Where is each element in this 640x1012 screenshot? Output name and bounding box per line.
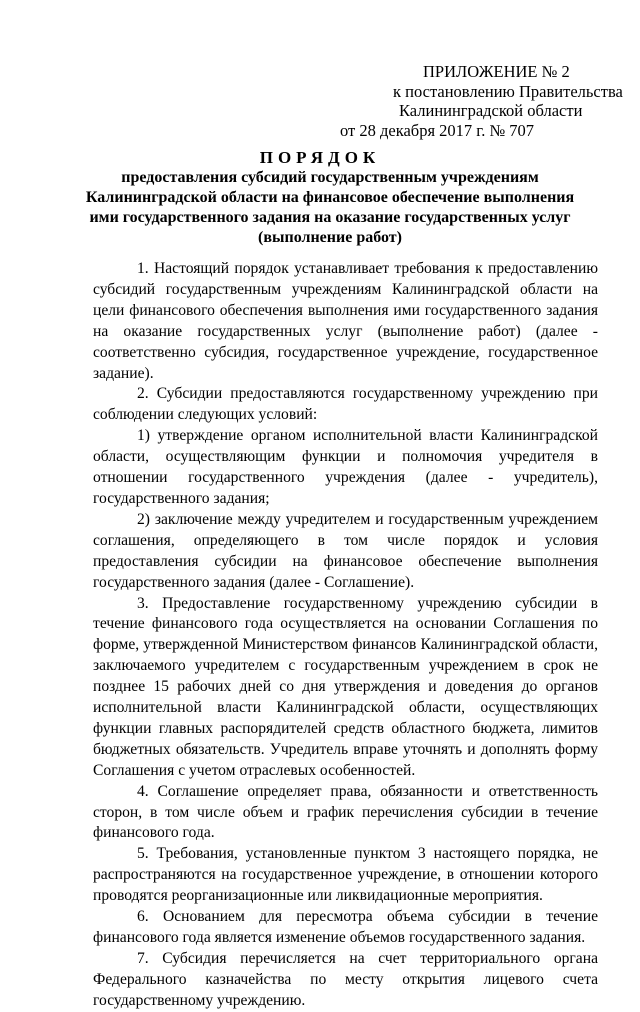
document-body (93, 259, 598, 1012)
paragraph-5: 5. Требования, установленные пунктом 3 настоящего порядка, не распространяются на государственное учреждение, в отношении которого проводятся реорганизационные или ликвидационные мероприятия. (93, 845, 598, 905)
appendix-region: Калининградской области (399, 101, 583, 120)
paragraph-2: 2. Субсидии предоставляются государственному учреждению при соблюдении следующих условий: (93, 385, 598, 424)
appendix-date: от 28 декабря 2017 г. № 707 (340, 120, 535, 140)
paragraph-3: 3. Предоставление государственному учреждению субсидии в течение финансового года осуществляется на основании Соглашения по форме, утвержденной Министерством финансов Калининградской области, заключаемого учредителем с государственным учреждением в срок не позднее 15 рабочих дней со дня утверждения и доведения до органов исполнительной власти Калининградской области, осуществляющих функции главных распорядителей средств областного бюджета, лимитов бюджетных обязательств. Учредитель вправе уточнять и дополнять форму Соглашения с учетом отраслевых особенностей. (93, 594, 598, 779)
paragraph-2-2: 2) заключение между учредителем и государственным учреждением соглашения, определяющего в том числе порядок и условия предоставления субсидии на финансовое обеспечение выполнения государственного задания (далее - Соглашение). (93, 510, 598, 591)
appendix-number: ПРИЛОЖЕНИЕ № 2 (423, 62, 570, 81)
paragraph-4: 4. Соглашение определяет права, обязанности и ответственность сторон, в том числе объем и график перечисления субсидии в течение финансового года. (93, 782, 598, 842)
appendix-header (340, 62, 625, 140)
document-subtitle: предоставления субсидий государственным учреждениям Калининградской области на финансовое обеспечение выполнения ими государственного задания на оказание государственных услуг (выполнение работ) (85, 169, 575, 246)
document-title: ПОРЯДОК (259, 148, 381, 167)
paragraph-1: 1. Настоящий порядок устанавливает требования к предоставлению субсидий государственным учреждениям Калининградской области на цели финансового обеспечения выполнения ими государственного задания на оказание государственных услуг (выполнение работ) (далее - соответственно субсидия, государственное учреждение, государственное задание). (93, 260, 598, 382)
paragraph-7: 7. Субсидия перечисляется на счет территориального органа Федерального казначейства по месту открытия лицевого счета государственному учреждению. (93, 949, 598, 1009)
paragraph-6: 6. Основанием для пересмотра объема субсидии в течение финансового года является изменение объемов государственного задания. (93, 908, 598, 946)
paragraph-2-1: 1) утверждение органом исполнительной власти Калининградской области, осуществляющим функции и полномочия учредителя в отношении государственного учреждения (далее - учредитель), государственного задания; (93, 427, 598, 507)
appendix-reference: к постановлению Правительства (393, 81, 623, 101)
